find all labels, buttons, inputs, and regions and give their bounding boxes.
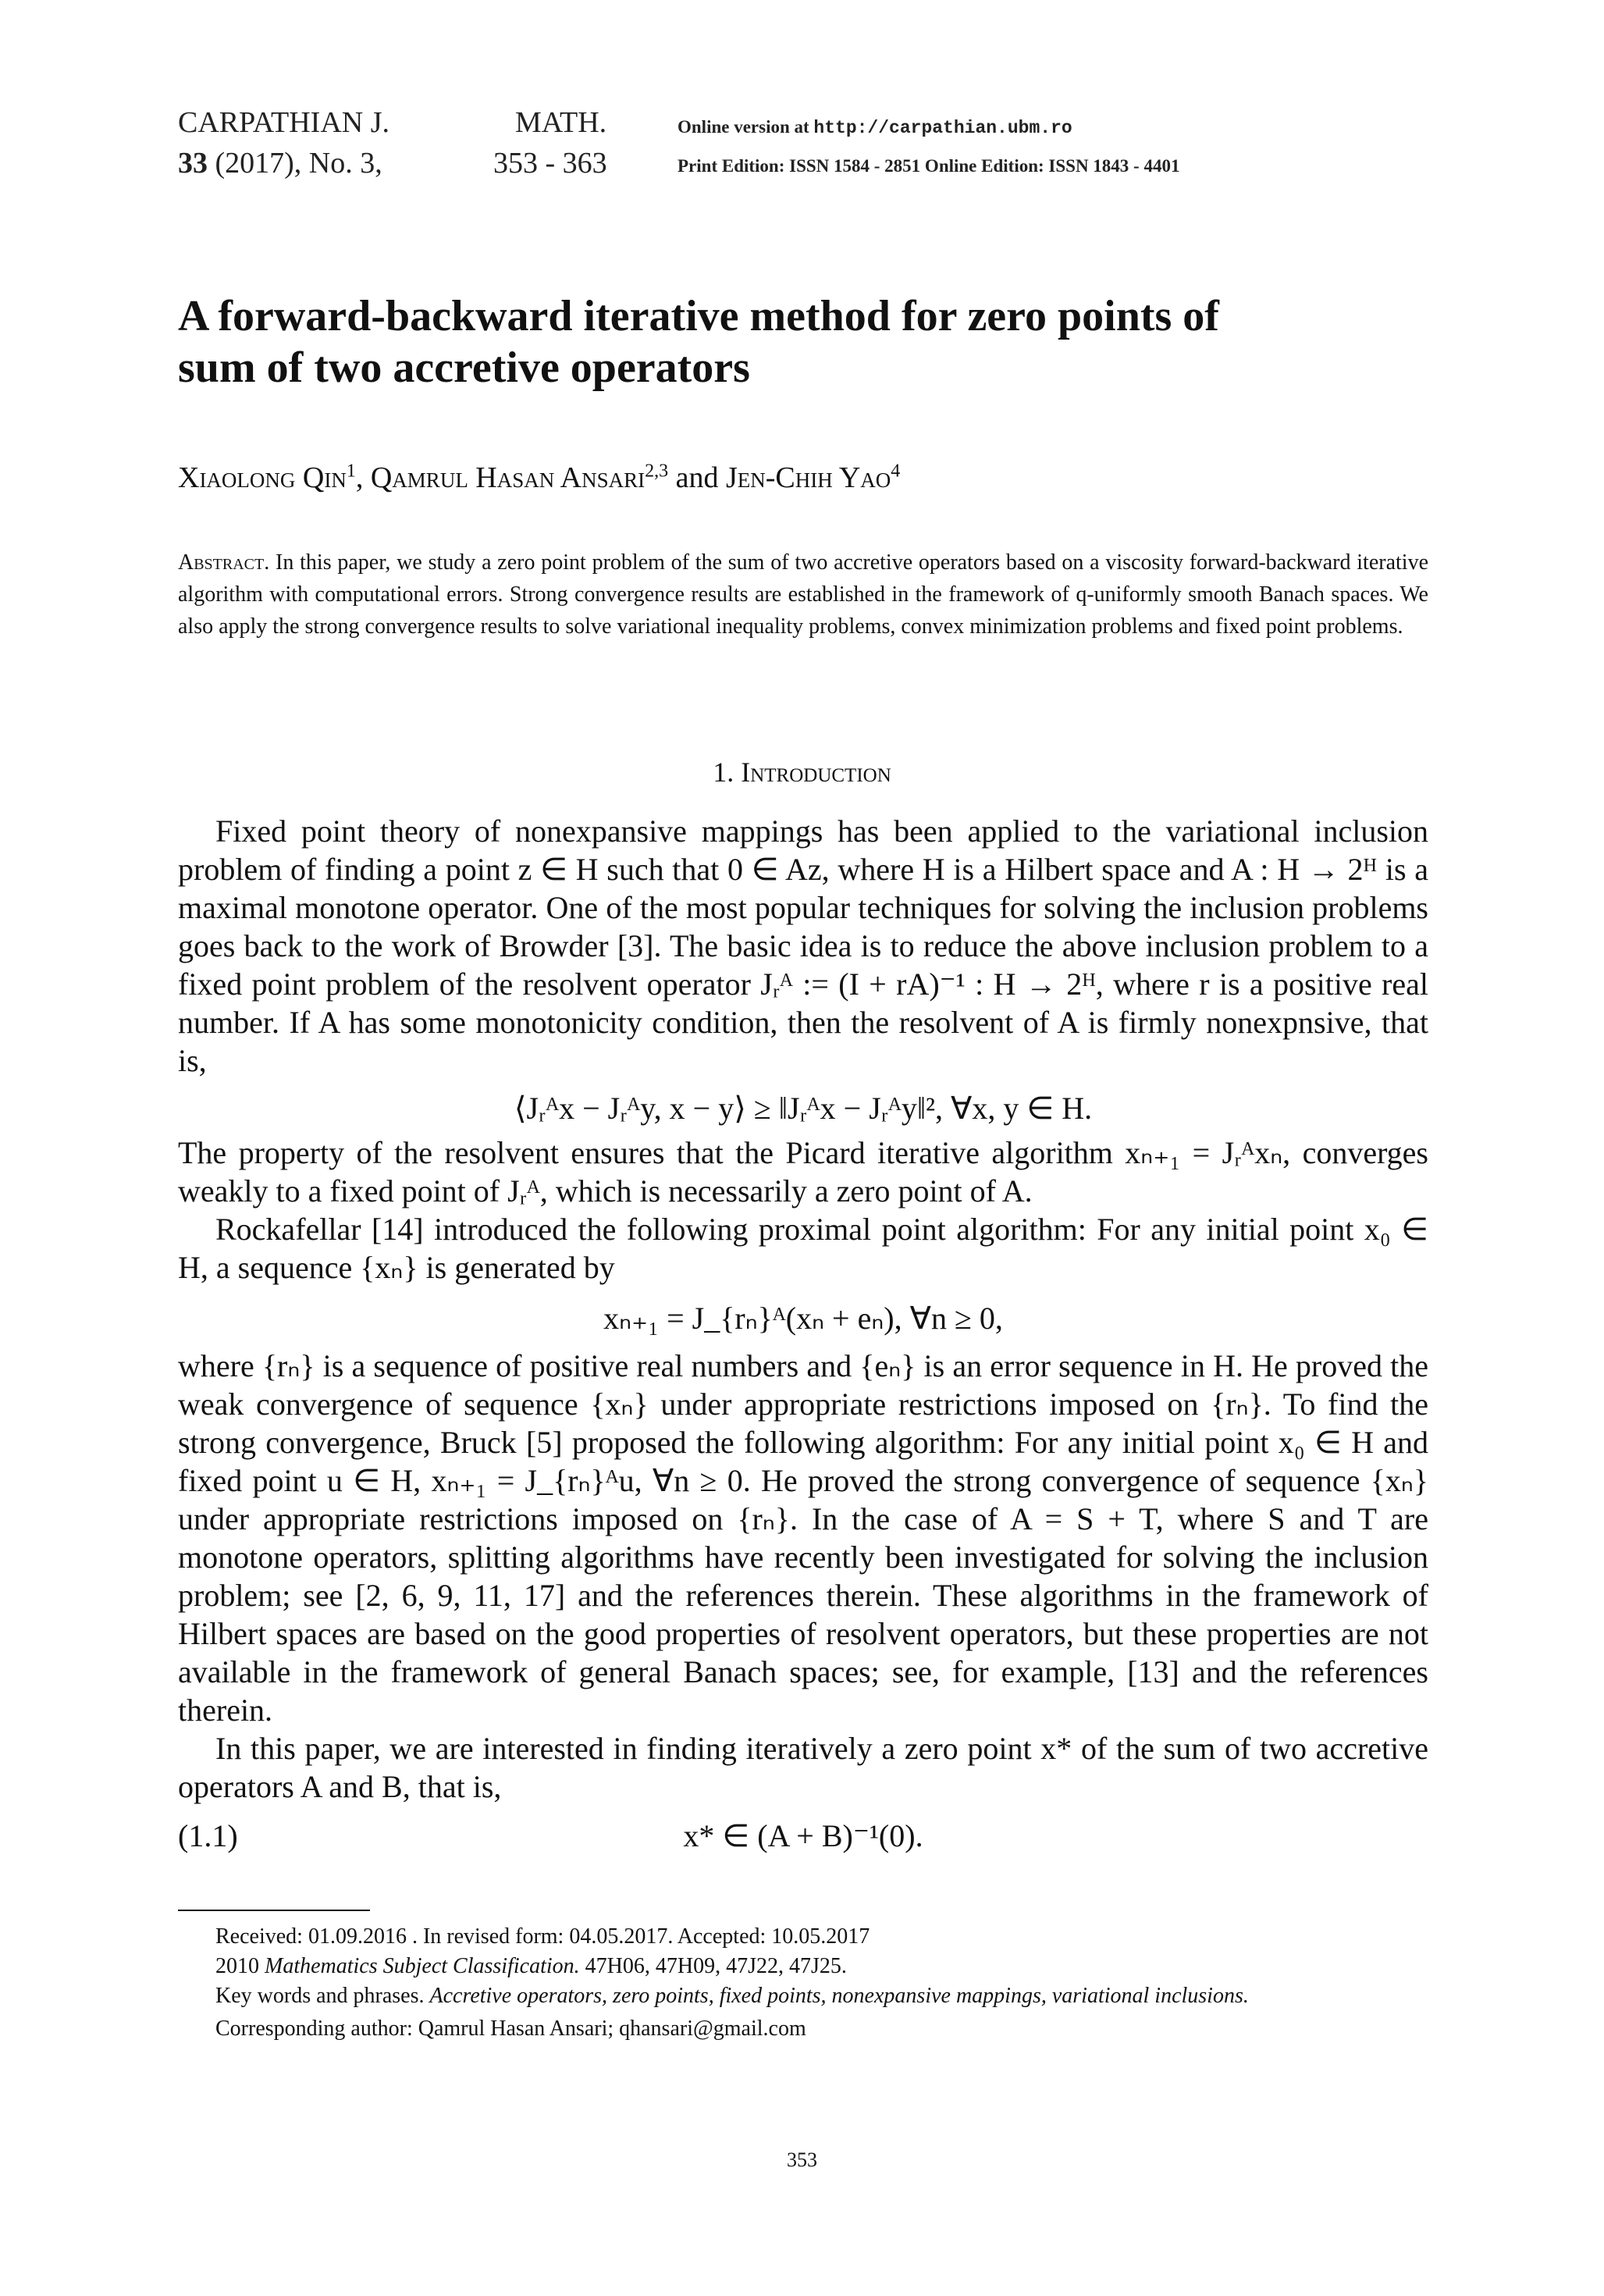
abstract-text: In this paper, we study a zero point problem of the sum of two accretive operators based on a viscosity forward-backward iterative algorithm with computational errors. Strong convergence results are established in the framework of q-uniformly smooth Banach spaces. We also apply the strong convergence results to solve variational inequality problems, convex minimization problems and fixed point problems. — [178, 550, 1429, 639]
footnotes — [178, 1922, 1428, 2044]
keywords-label: Key words and phrases. — [215, 1984, 430, 2008]
page-number-text: 353 — [787, 2148, 817, 2171]
title-line-2: sum of two accretive operators — [178, 344, 750, 392]
online-label: Online version at — [678, 117, 814, 137]
abstract-label: Abstract. — [178, 550, 270, 575]
paragraph-1: Fixed point theory of nonexpansive mappings has been applied to the variational inclusion problem of finding a point z ∈ H such that 0 ∈ Az, where H is a Hilbert space and A : H → 2ᴴ is a maximal monotone operator. One of the most popular techniques for solving the inclusion problems goes back to the work of Browder [3]. The basic idea is to reduce the above inclusion problem to a fixed point problem of the resolvent operator Jᵣᴬ := (I + rA)⁻¹ : H → 2ᴴ, where r is a positive real number. If A has some monotonicity condition, then the resolvent of A is firmly nonexpnsive, that is, — [178, 813, 1428, 1078]
footnote-divider — [178, 1910, 370, 1911]
abstract — [178, 546, 1428, 643]
paper-title — [178, 290, 1442, 393]
paragraph-3: Rockafellar [14] introduced the following proximal point algorithm: For any initial point x₀ ∈ H, a sequence {xₙ} is generated by — [178, 1212, 1428, 1285]
author-1-affil: 1 — [346, 461, 356, 482]
print-edition — [678, 156, 1179, 176]
section-heading — [0, 756, 1604, 788]
keywords-list: Accretive operators, zero points, fixed points, nonexpansive mappings, variational inclusions. — [429, 1984, 1249, 2008]
equation-number: (1.1) — [178, 1818, 238, 1853]
paragraph-2: The property of the resolvent ensures that the Picard iterative algorithm xₙ₊₁ = Jᵣᴬxₙ, converges weakly to a fixed point of Jᵣᴬ, which is necessarily a zero point of A. — [178, 1135, 1428, 1209]
title-line-1: A forward-backward iterative method for zero points of — [178, 292, 1219, 340]
online-version — [678, 117, 1072, 138]
author-list: Xiaolong Qin$^1$, Qamrul Hasan Ansari$^{2,3}$ and Jen-Chih Yao$^4$ — [178, 461, 901, 494]
page-range: 353 - 363 — [493, 147, 607, 180]
msc-year: 2010 — [215, 1954, 265, 1978]
online-url-link[interactable]: http://carpathian.ubm.ro — [813, 118, 1072, 138]
msc-codes: 47H06, 47H09, 47J22, 47J25. — [579, 1954, 847, 1978]
received-dates: Received: 01.09.2016 . In revised form: 04.05.2017. Accepted: 10.05.2017 — [215, 1924, 870, 1949]
keywords — [178, 1981, 1428, 2011]
equation-zero-point: x* ∈ (A + B)⁻¹(0). — [683, 1818, 923, 1853]
journal-math-label: MATH. — [515, 106, 607, 139]
author-conjunction: and — [675, 461, 719, 494]
issn-text: Print Edition: ISSN 1584 - 2851 Online Edition: ISSN 1843 - 4401 — [678, 156, 1180, 176]
section-title: 1. Introduction — [713, 756, 891, 788]
body-text — [178, 812, 1428, 1863]
journal-pages — [493, 144, 607, 183]
volume-details: (2017), No. 3, — [208, 147, 382, 180]
equation-resolvent: ⟨Jᵣᴬx − Jᵣᴬy, x − y⟩ ≥ ‖Jᵣᴬx − Jᵣᴬy‖², ∀x, y ∈ H. — [514, 1091, 1093, 1126]
author-3: Jen-Chih Yao — [726, 461, 891, 494]
author-2-affil: 2,3 — [645, 461, 669, 482]
equation-1-1 — [178, 1817, 1428, 1863]
paragraph-4: where {rₙ} is a sequence of positive real numbers and {eₙ} is an error sequence in H. He proved the weak convergence of sequence {xₙ} under appropriate restrictions imposed on {rₙ}. To find the strong convergence, Bruck [5] proposed the following algorithm: For any initial point x₀ ∈ H and fixed point u ∈ H, xₙ₊₁ = J_{rₙ}ᴬu, ∀n ≥ 0. He proved the strong convergence of sequence {xₙ} under appropriate restrictions imposed on {rₙ}. In the case of A = S + T, where S and T are monotone operators, splitting algorithms have recently been investigated for solving the inclusion problem; see [2, 6, 9, 11, 17] and the references therein. These algorithms in the framework of Hilbert spaces are based on the good properties of resolvent operators, but these properties are not available in the framework of general Banach spaces; see, for example, [13] and the references therein. — [178, 1348, 1428, 1728]
volume-number: 33 — [178, 147, 208, 180]
msc-label: Mathematics Subject Classification. — [265, 1954, 580, 1978]
corresponding-author: Corresponding author: Qamrul Hasan Ansari; qhansari@gmail.com — [215, 2017, 806, 2041]
paragraph-5: In this paper, we are interested in finding iteratively a zero point x* of the sum of two accretive operators A and B, that is, — [178, 1731, 1428, 1804]
equation-proximal: xₙ₊₁ = J_{rₙ}ᴬ(xₙ + eₙ), ∀n ≥ 0, — [603, 1301, 1003, 1336]
page-number — [0, 2148, 1604, 2172]
journal-title: CARPATHIAN J. — [178, 106, 389, 139]
author-2: Qamrul Hasan Ansari — [370, 461, 646, 494]
journal-name — [178, 103, 389, 142]
journal-volume — [178, 144, 382, 183]
author-3-affil: 4 — [891, 461, 901, 482]
journal-math — [515, 103, 606, 142]
msc-classification — [178, 1952, 1428, 1981]
author-1: Xiaolong Qin — [178, 461, 347, 494]
